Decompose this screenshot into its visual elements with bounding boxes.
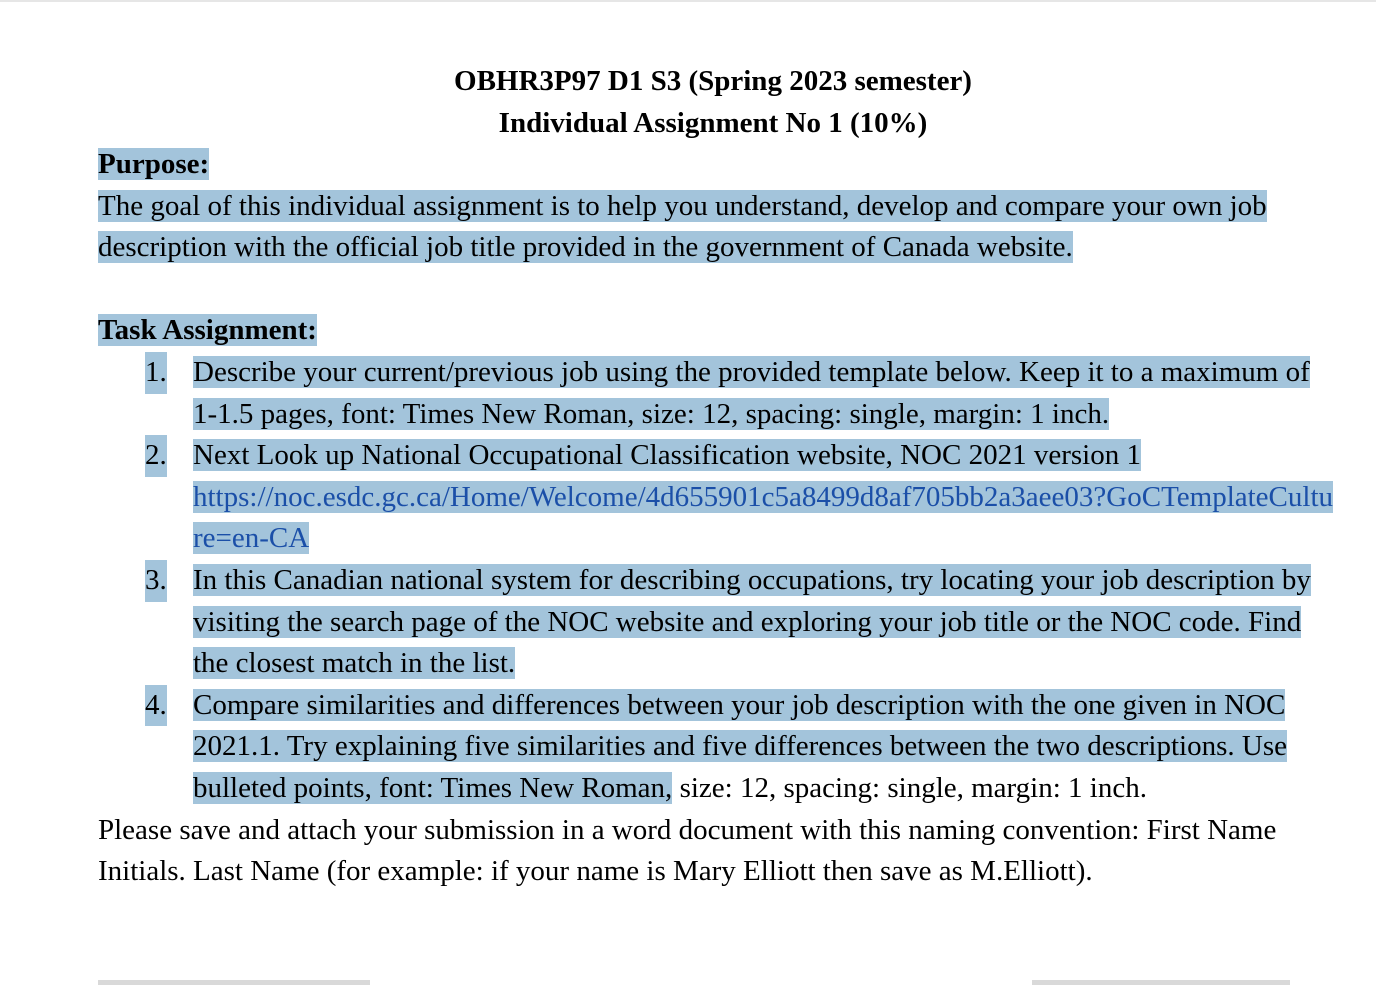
top-border [0,0,1376,2]
footer-bar-right [1032,980,1290,985]
document-body [98,60,1338,893]
task-text: Describe your current/previous job using the provided template below. Keep it to a maximum of 1-1.5 pages, font: Times New Roman, size: 12, spacing: single, margin: 1 inch. [193,355,1310,430]
noc-website-link[interactable]: https://noc.esdc.gc.ca/Home/Welcome/4d655901c5a8499d8af705bb2a3aee03?GoCTemplateCulture=en-CA [193,480,1334,555]
document-title-line-1: OBHR3P97 D1 S3 (Spring 2023 semester) [454,65,972,97]
task-item-1 [98,352,1338,435]
purpose-text: The goal of this individual assignment is to help you understand, develop and compare your own job description with the official job title provided in the government of Canada website. [98,189,1267,264]
task-number: 4. [145,685,167,727]
task-item-4 [98,685,1338,810]
blank-line [98,269,1338,311]
task-item-3 [98,560,1338,685]
task-assignment-heading: Task Assignment: [98,314,317,347]
purpose-section [98,144,1338,186]
document-title-line-2: Individual Assignment No 1 (10%) [498,107,928,139]
purpose-heading: Purpose: [98,148,210,180]
task-text-plain: size: 12, spacing: single, margin: 1 inch. [672,771,1147,804]
page-footer-edge [0,980,1376,985]
task-list [98,352,1338,810]
purpose-paragraph [98,186,1338,269]
task-assignment-section [98,310,1338,352]
task-text: In this Canadian national system for describing occupations, try locating your job description by visiting the search page of the NOC website and exploring your job title or the NOC code. Find the closest match in the list. [193,563,1311,680]
task-number: 3. [145,560,167,602]
task-item-2 [98,435,1338,560]
task-number: 2. [145,435,167,477]
task-text-highlighted: Compare similarities and differences between your job description with the one given in NOC 2021.1. Try explaining five similarities and five differences between the two descriptions. Use bulleted points, font: Times New Roman, [193,688,1287,804]
closing-paragraph: Please save and attach your submission in a word document with this naming convention: First Name Initials. Last Name (for example: if your name is Mary Elliott then save as M.Elliott). [98,813,1277,888]
task-text: Next Look up National Occupational Classification website, NOC 2021 version 1 [193,439,1141,472]
task-number: 1. [145,352,167,394]
footer-bar-left [98,980,370,985]
